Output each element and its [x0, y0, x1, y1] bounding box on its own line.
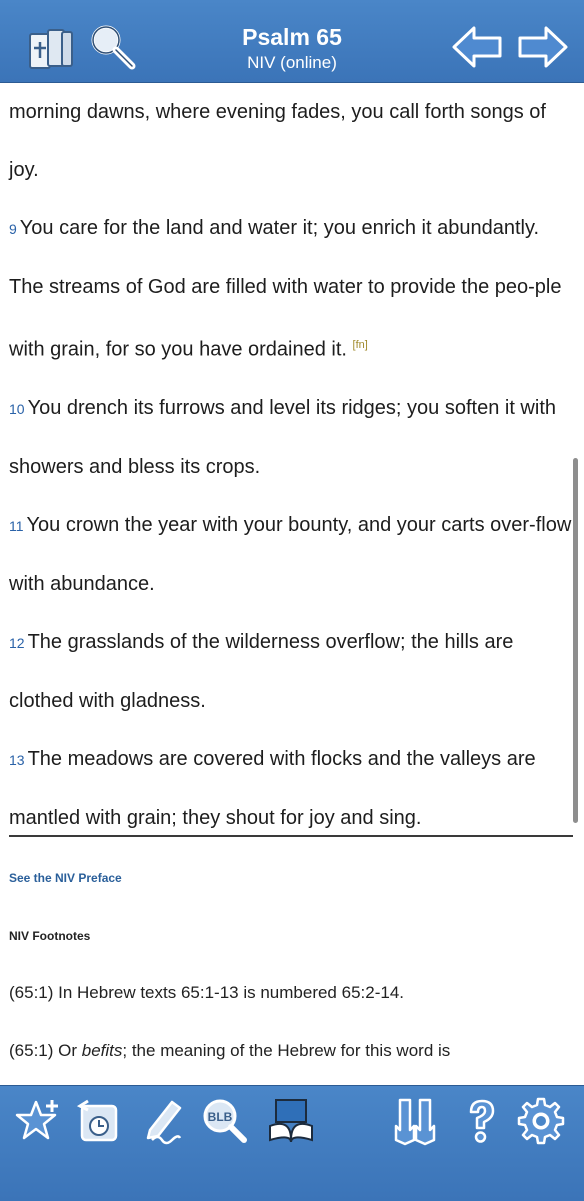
section-divider [9, 835, 573, 837]
footnote-marker[interactable]: [fn] [352, 339, 368, 351]
verse [9, 83, 573, 199]
bible-version-label: NIV (online) [247, 53, 337, 72]
verse-text: You drench its furrows and level its ridges; you soften it with showers and bless its crops. [9, 396, 556, 478]
footnotes-heading: NIV Footnotes [9, 929, 91, 943]
blb-search-button[interactable] [198, 1096, 248, 1146]
reader-book-icon [266, 1096, 316, 1146]
verse [9, 496, 573, 613]
settings-gear-icon [516, 1096, 566, 1146]
verse-text: The meadows are covered with flocks and the valleys are mantled with grain; they shout for joy and sing. [9, 747, 536, 829]
verse-number[interactable]: 11 [9, 517, 24, 534]
next-chapter-button[interactable] [514, 20, 570, 74]
scripture-text [9, 83, 573, 847]
niv-preface-link[interactable]: See the NIV Preface [9, 871, 122, 885]
verse [9, 379, 573, 496]
scroll-down-button[interactable] [392, 1096, 442, 1146]
verse [9, 613, 573, 730]
footnote-suffix: ; the meaning of the Hebrew for this word is [122, 1041, 451, 1060]
blb-label: BLB [207, 1110, 233, 1124]
verse-text: morning dawns, where evening fades, you call forth songs of joy. [9, 101, 546, 181]
footnote-italic: befits [81, 1041, 123, 1060]
footnote-entry [9, 1041, 450, 1061]
verse [9, 730, 573, 847]
verse-number[interactable]: 12 [9, 634, 25, 651]
help-icon [456, 1096, 506, 1146]
history-icon [74, 1096, 124, 1146]
blb-search-icon [198, 1096, 248, 1146]
history-button[interactable] [74, 1096, 124, 1146]
scripture-content[interactable] [0, 83, 584, 1085]
notes-button[interactable] [138, 1096, 188, 1146]
bookmarks-button[interactable] [14, 1096, 64, 1146]
page-title: Psalm 65 [242, 24, 342, 50]
notes-pen-icon [138, 1096, 188, 1146]
scrollbar[interactable] [573, 458, 578, 823]
verse-number[interactable]: 13 [9, 751, 25, 768]
footnote-entry: (65:1) In Hebrew texts 65:1-13 is numbered 65:2-14. [9, 983, 404, 1002]
forward-arrow-icon [514, 20, 570, 74]
verse-text: You care for the land and water it; you enrich it abundantly. The streams of God are filled with water to provide the peo-ple with grain, for so you have ordained it. [9, 217, 562, 361]
previous-chapter-button[interactable] [450, 20, 506, 74]
verse [9, 199, 573, 379]
verse-number[interactable]: 10 [9, 400, 25, 417]
bottom-toolbar [0, 1085, 584, 1201]
verse-text: You crown the year with your bounty, and your carts over-flow with abundance. [9, 513, 572, 595]
footnote-prefix: (65:1) Or [9, 1041, 82, 1060]
top-navigation-bar [0, 0, 584, 83]
help-button[interactable] [456, 1096, 506, 1146]
settings-button[interactable] [516, 1096, 566, 1146]
back-arrow-icon [450, 20, 506, 74]
scroll-down-icon [392, 1096, 442, 1146]
reader-button[interactable] [266, 1096, 316, 1146]
verse-text: The grasslands of the wilderness overflow; the hills are clothed with gladness. [9, 630, 514, 712]
bookmark-star-icon [14, 1096, 64, 1146]
verse-number[interactable]: 9 [9, 221, 17, 237]
